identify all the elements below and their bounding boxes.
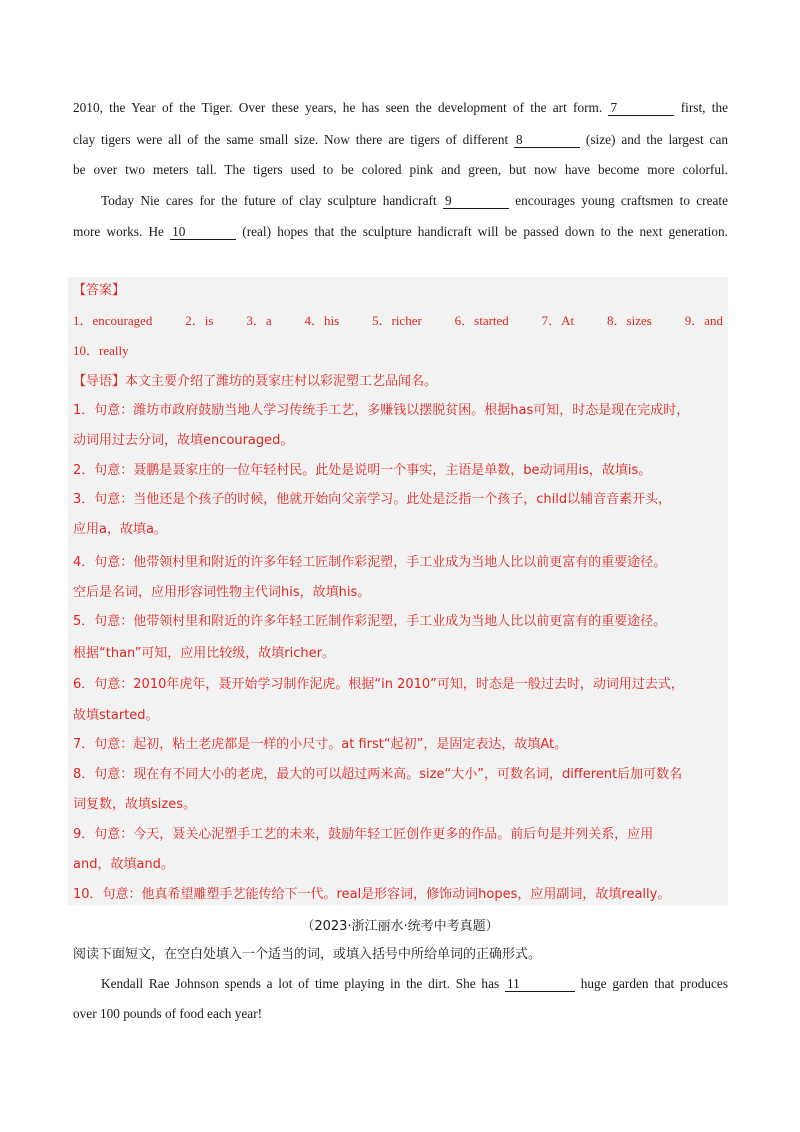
note-line: 4．句意：他带领村里和附近的许多年轻工匠制作彩泥塑，手工业成为当地人比以前更富有的重要途径。 xyxy=(73,555,667,570)
text: clay tigers were all of the same small size. Now there are tigers of different xyxy=(73,132,509,147)
note-line: 空后是名词，应用形容词性物主代词his，故填his。 xyxy=(73,585,371,600)
blank-9: 9 xyxy=(443,194,509,209)
note-line: 3．句意：当他还是个孩子的时候，他就开始向父亲学习。此处是泛指一个孩子，child以辅音音素开头， xyxy=(73,492,672,507)
blank-10: 10 xyxy=(170,225,236,240)
passage-line-5 xyxy=(73,222,728,242)
answer-item: 8．sizes xyxy=(607,313,652,328)
passage2-line-2: over 100 pounds of food each year! xyxy=(73,1006,263,1021)
text: (real) hopes that the sculpture handicraft will be passed down to the next generation. xyxy=(242,224,728,239)
note-line: 9．句意：今天，聂关心泥塑手工艺的未来，鼓励年轻工匠创作更多的作品。前后句是并列关系，应用 xyxy=(73,827,654,842)
answer-item: 3．a xyxy=(246,313,272,328)
note-line: 5．句意：他带领村里和附近的许多年轻工匠制作彩泥塑，手工业成为当地人比以前更富有的重要途径。 xyxy=(73,614,667,629)
passage-line-1 xyxy=(73,98,728,118)
text: first, the xyxy=(680,100,728,115)
passage-line-2 xyxy=(73,130,728,150)
source-label: （2023·浙江丽水·统考中考真题） xyxy=(301,919,499,934)
passage-line-4 xyxy=(101,191,728,211)
text: be over two meters tall. The tigers used to be colored pink and green, but now have become more colorful. xyxy=(73,162,728,177)
answer-item: 1．encouraged xyxy=(73,313,153,328)
answer-heading: 【答案】 xyxy=(73,283,126,298)
note-line: 2．句意：聂鹏是聂家庄的一位年轻村民。此处是说明一个事实，主语是单数，be动词用is，故填is。 xyxy=(73,463,652,478)
answer-item: 7．At xyxy=(541,313,575,328)
answer-item-last: 10．really xyxy=(73,343,129,358)
note-line: 词复数，故填sizes。 xyxy=(73,797,196,812)
note-line: 8．句意：现在有不同大小的老虎，最大的可以超过两米高。size“大小”，可数名词，different后加可数名 xyxy=(73,767,683,782)
answer-item: 4．his xyxy=(304,313,340,328)
note-line: 根据“than”可知，应用比较级，故填richer。 xyxy=(73,646,335,661)
text: 2010, the Year of the Tiger. Over these years, he has seen the development of the art form. xyxy=(73,100,603,115)
answer-list xyxy=(73,310,723,329)
answer-item: 2．is xyxy=(185,313,214,328)
instruction-text: 阅读下面短文，在空白处填入一个适当的词，或填入括号中所给单词的正确形式。 xyxy=(73,947,542,962)
note-line: 应用a，故填a。 xyxy=(73,522,167,537)
text: Today Nie cares for the future of clay sculpture handicraft xyxy=(101,193,437,208)
text: encourages young craftsmen to create xyxy=(515,193,728,208)
blank-11: 11 xyxy=(505,977,575,992)
note-line: 6．句意：2010年虎年，聂开始学习制作泥虎。根据“in 2010”可知，时态是一般过去时，动词用过去式， xyxy=(73,677,684,692)
note-line: 7．句意：起初，粘土老虎都是一样的小尺寸。at first“起初”，是固定表达，故填At。 xyxy=(73,737,568,752)
answer-item: 5．richer xyxy=(371,313,422,328)
note-line: 1．句意：潍坊市政府鼓励当地人学习传统手工艺，多赚钱以摆脱贫困。根据has可知，时态是现在完成时， xyxy=(73,403,690,418)
note-line: 故填started。 xyxy=(73,708,159,723)
text: Kendall Rae Johnson spends a lot of time playing in the dirt. She has xyxy=(101,976,500,991)
passage-line-3 xyxy=(73,160,728,180)
note-line: 动词用过去分词，故填encouraged。 xyxy=(73,433,294,448)
guide-text: 【导语】本文主要介绍了潍坊的聂家庄村以彩泥塑工艺品闻名。 xyxy=(73,374,438,389)
blank-7: 7 xyxy=(608,101,674,116)
text: huge garden that produces xyxy=(580,976,729,991)
passage2-line-1 xyxy=(101,974,728,994)
note-line: and，故填and。 xyxy=(73,857,174,872)
answer-item: 9．and xyxy=(684,313,723,328)
blank-8: 8 xyxy=(514,133,580,148)
answer-item: 6．started xyxy=(454,313,509,328)
note-line: 10．句意：他真希望雕塑手艺能传给下一代。real是形容词，修饰动词hopes，应用副词，故填really。 xyxy=(73,887,671,902)
text: more works. He xyxy=(73,224,164,239)
text: (size) and the largest can xyxy=(585,132,729,147)
